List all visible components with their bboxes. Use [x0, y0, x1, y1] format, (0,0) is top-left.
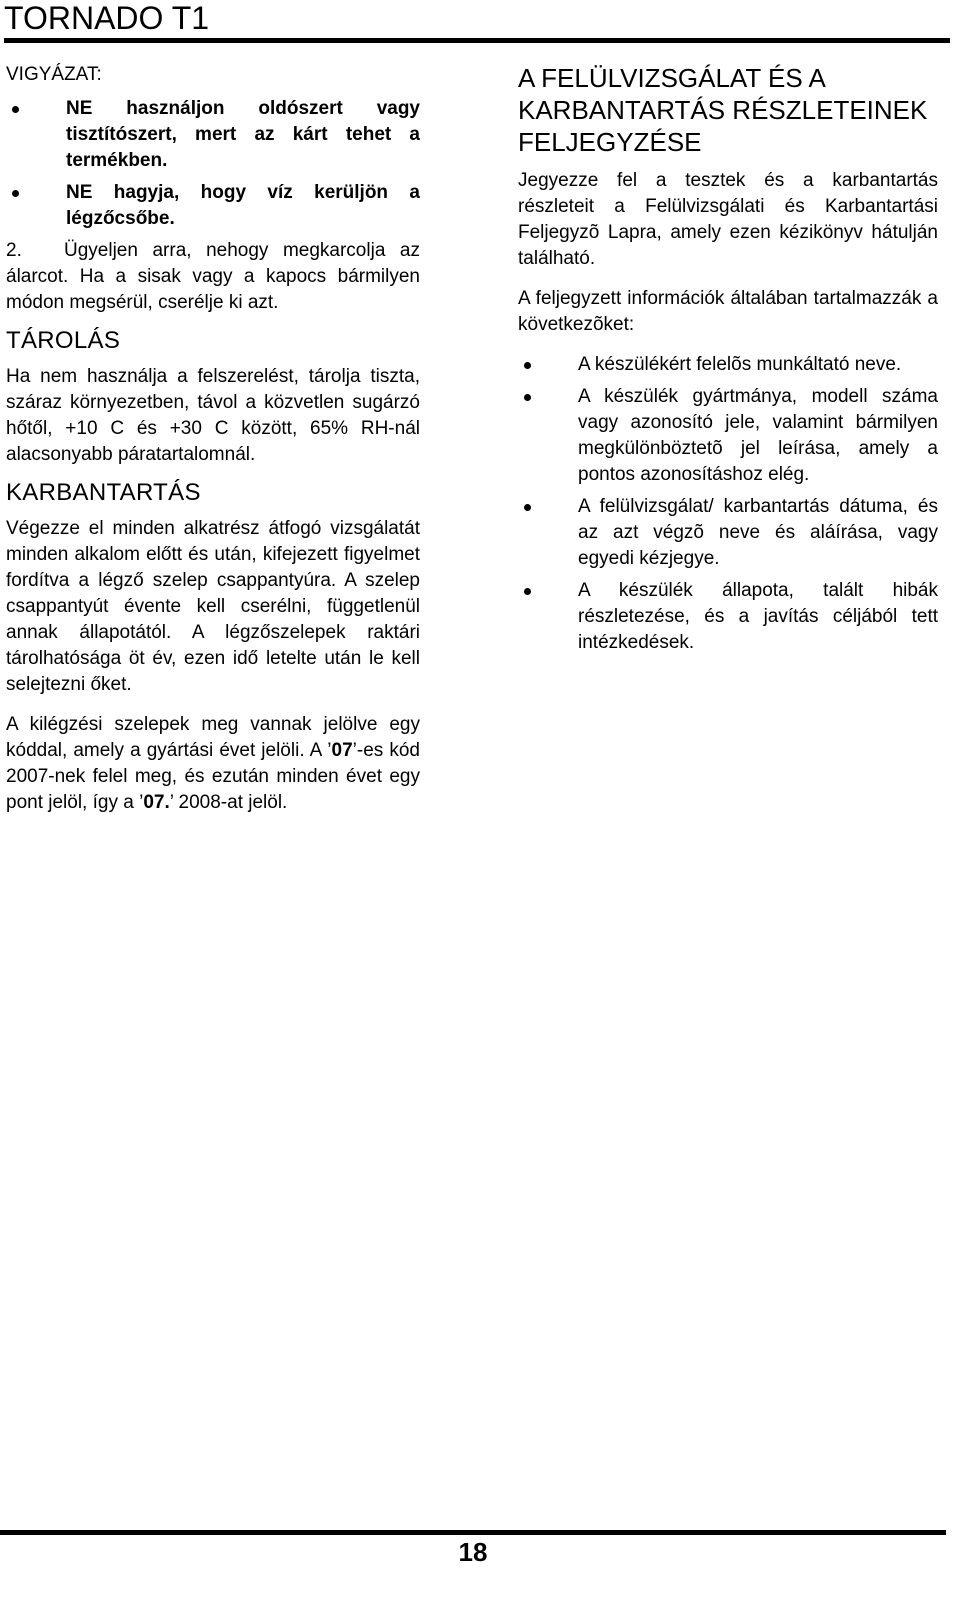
records-intro: Jegyezze fel a tesztek és a karbantartás részleteit a Felülvizsgálati és Karbantartási Feljegyzõ Lapra, amely ezen kézikönyv hátulján található. [518, 170, 938, 269]
bullet-icon [524, 504, 531, 511]
page-header [4, 0, 950, 36]
code-example: 07. [143, 792, 170, 813]
storage-heading: TÁROLÁS [6, 327, 121, 354]
left-column [6, 58, 420, 816]
valve-code-text: A kilégzési szelepek meg vannak jelölve egy kóddal, amely a gyártási évet jelöli. A ’07’-es kód 2007-nek felel meg, és ezután minden évet egy pont jelöl, így a ’07.’ 2008-at jelöl. [6, 714, 420, 813]
list-item: 2. Ügyeljen arra, nehogy megkarcolja az álarcot. Ha a sisak vagy a kapocs bármilyen módon megsérül, cserélje ki azt. [6, 240, 420, 313]
records-heading: A FELÜLVIZSGÁLAT ÉS A KARBANTARTÁS RÉSZLETEINEK FELJEGYZÉSE [518, 63, 928, 157]
bullet-icon [524, 588, 531, 595]
caution-list [6, 96, 420, 232]
bullet-icon [12, 190, 19, 197]
maintenance-heading: KARBANTARTÁS [6, 479, 201, 506]
list-item: NE használjon oldószert vagy tisztítószert, mert az kárt tehet a termékben. [6, 96, 420, 174]
bullet-icon [12, 106, 19, 113]
document-title: TORNADO T1 [4, 0, 210, 36]
page-number: 18 [458, 1537, 488, 1567]
maintenance-text: Végezze el minden alkatrész átfogó vizsgálatát minden alkalom előtt és után, kifejezett figyelmet fordítva a légző szelep csappantyúra. A szelep csappantyút évente kell cserélni, függetlenül annak állapotától. A légzőszelepek raktári tárolhatósága öt év, ezen idő letelte után le kell selejtezni őket. [6, 518, 420, 695]
footer-rule [0, 1530, 946, 1535]
right-column [518, 58, 938, 662]
list-item: A felülvizsgálat/ karbantartás dátuma, és az azt végzõ neve és aláírása, vagy egyedi kézjegye. [518, 494, 938, 572]
records-list [518, 352, 938, 656]
list-item: NE hagyja, hogy víz kerüljön a légzőcsőbe. [6, 180, 420, 232]
bullet-icon [524, 362, 531, 369]
header-rule [4, 38, 950, 43]
code-example: 07 [331, 740, 353, 761]
storage-text: Ha nem használja a felszerelést, tárolja tiszta, száraz környezetben, távol a közvetlen sugárzó hőtől, +10 C és +30 C között, 65% RH-nál alacsonyabb páratartalomnál. [6, 366, 420, 465]
records-lead: A feljegyzett információk általában tartalmazzák a következõket: [518, 288, 938, 335]
caution-label: VIGYÁZAT: [6, 64, 102, 85]
list-item: A készülék gyártmánya, modell száma vagy azonosító jele, valamint bármilyen megkülönböztetõ jel leírása, amely a pontos azonosításhoz elég. [518, 384, 938, 488]
bullet-icon [524, 394, 531, 401]
list-item: A készülékért felelõs munkáltató neve. [518, 352, 938, 378]
numbered-list [6, 238, 420, 316]
item-number: 2. [6, 240, 22, 261]
list-item: A készülék állapota, talált hibák részletezése, és a javítás céljából tett intézkedések. [518, 578, 938, 656]
